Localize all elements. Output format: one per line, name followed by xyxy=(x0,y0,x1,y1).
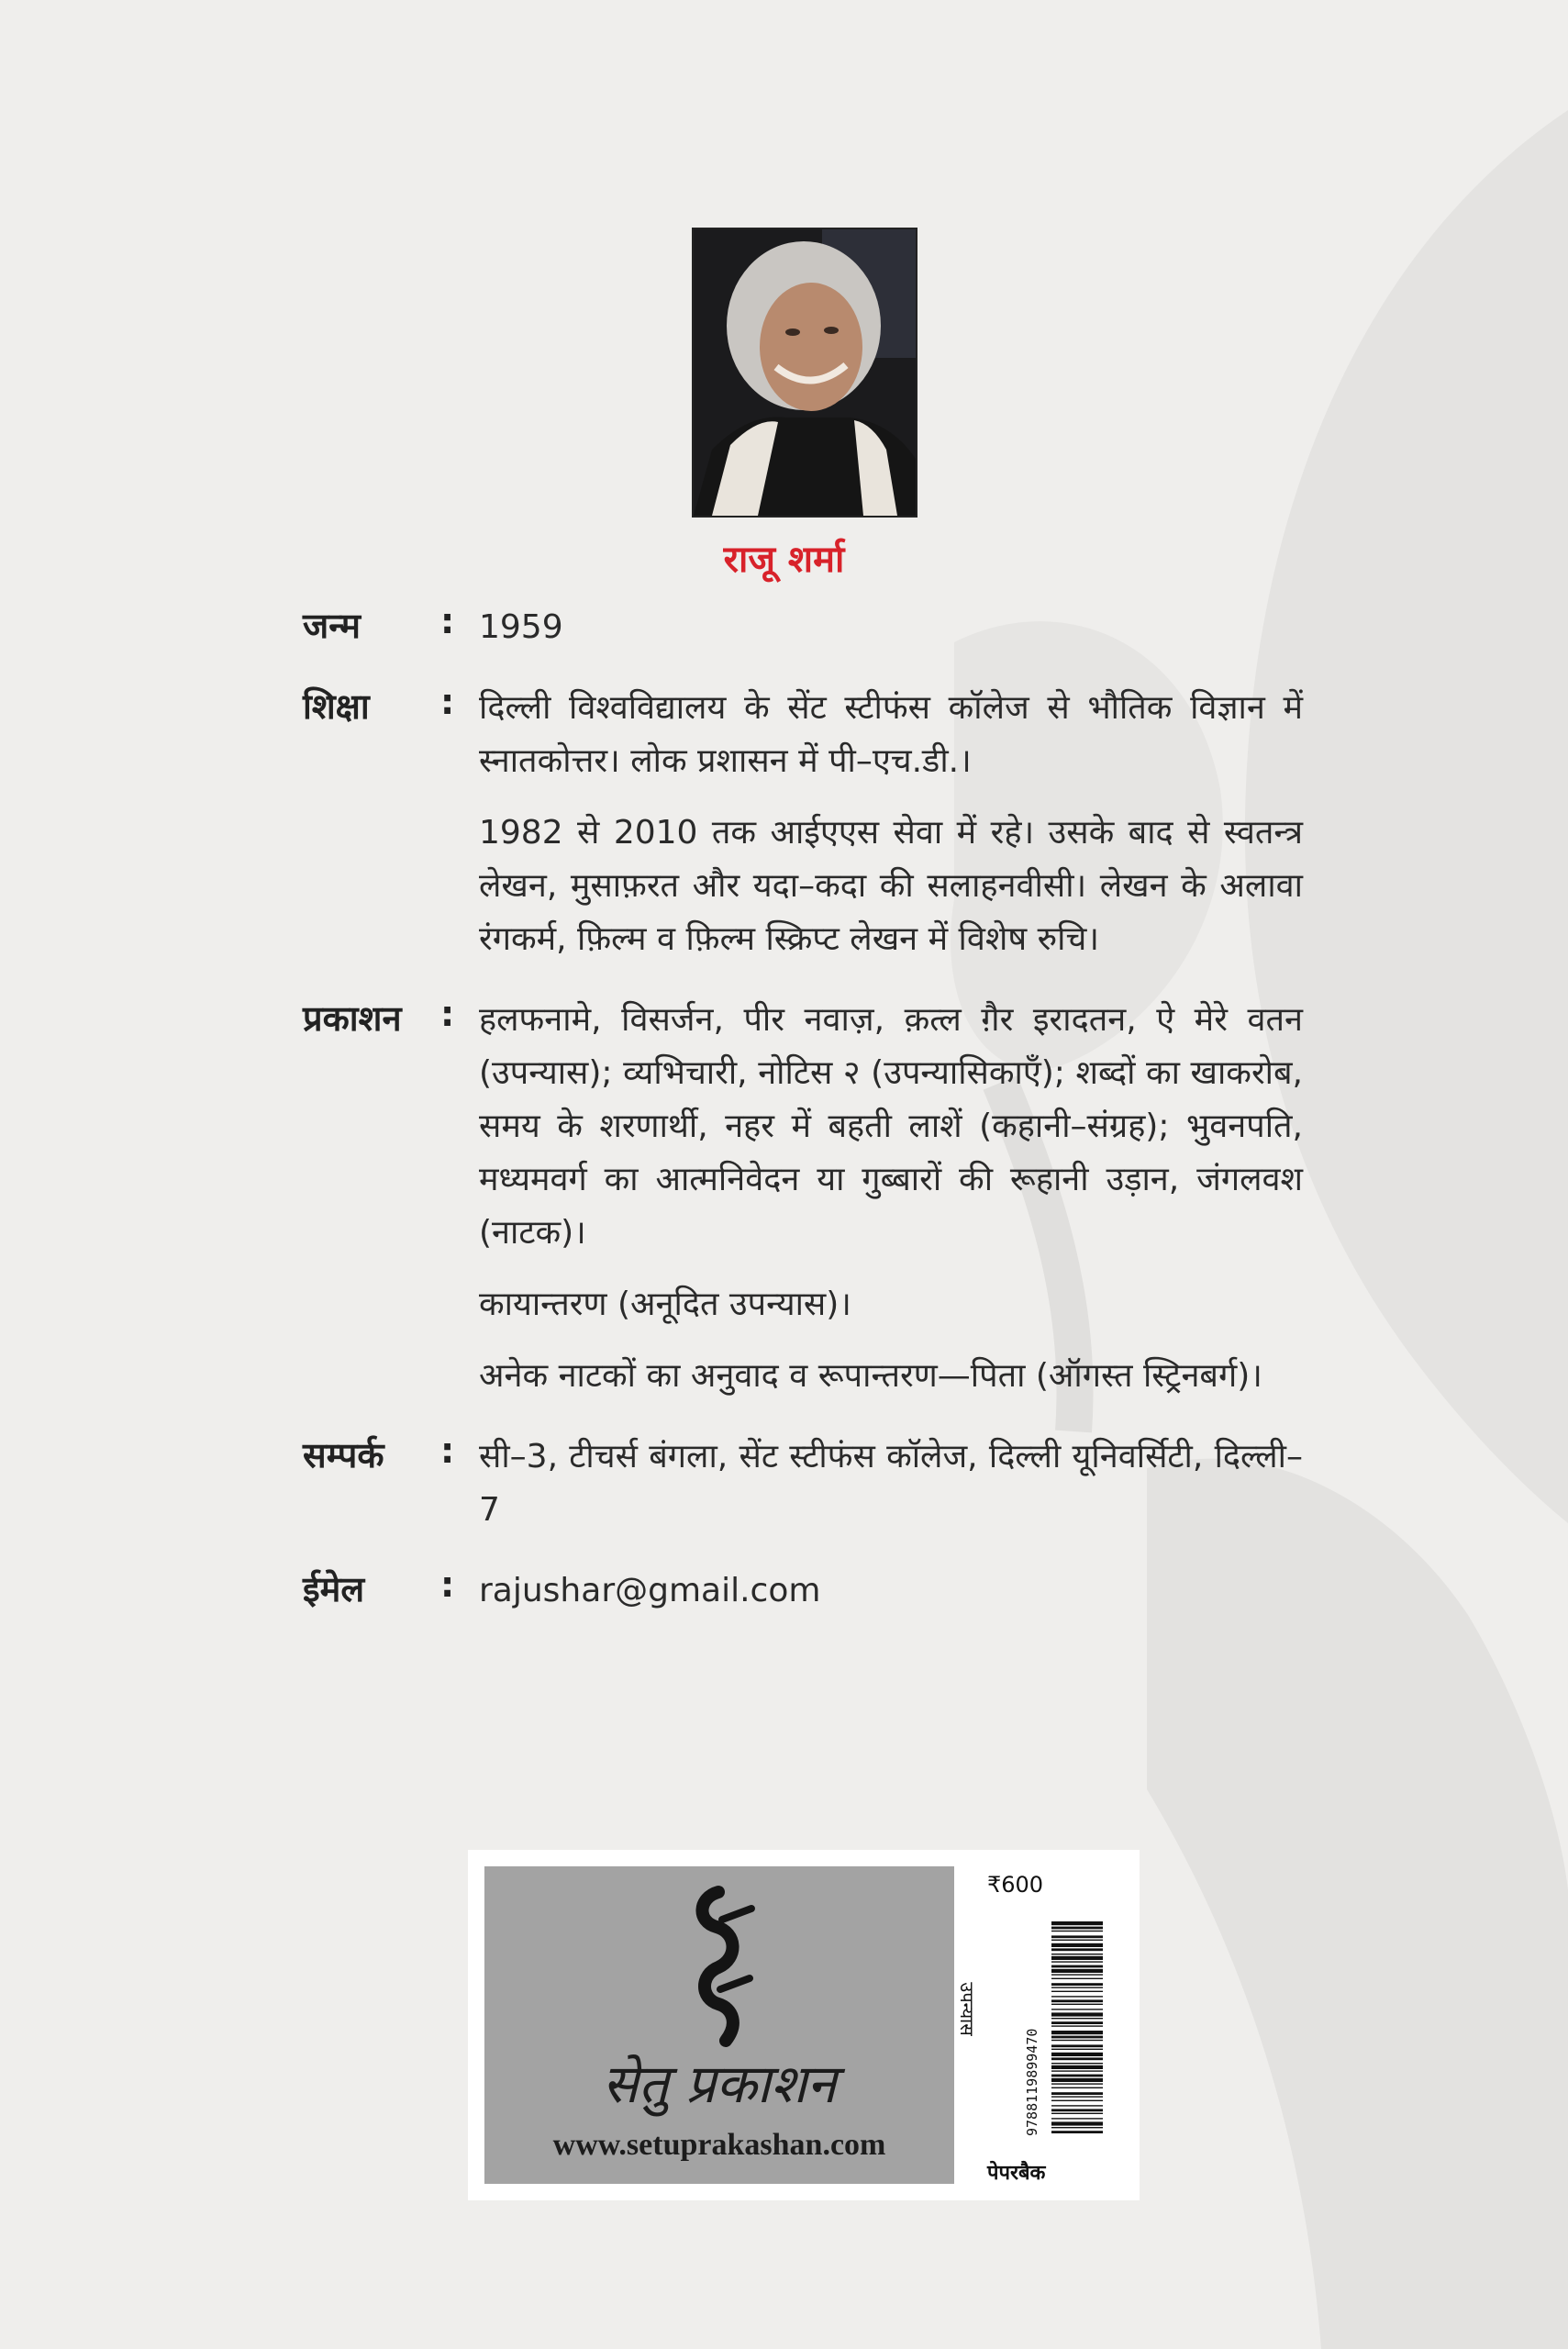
barcode-bar xyxy=(1051,2131,1103,2133)
bio-label: जन्म xyxy=(303,606,361,646)
barcode-bar xyxy=(1051,2105,1103,2106)
barcode-bar xyxy=(1051,2004,1103,2005)
bio-colon: : xyxy=(440,601,455,641)
barcode-bar xyxy=(1051,1931,1103,1932)
setu-logo-icon xyxy=(673,1887,764,2047)
bio-label: प्रकाशन xyxy=(303,998,402,1039)
bio-paragraph: कायान्तरण (अनूदित उपन्यास)। xyxy=(479,1286,851,1323)
barcode-bar xyxy=(1051,2044,1103,2047)
barcode-bar xyxy=(1051,2040,1103,2041)
genre-label: उपन्यास xyxy=(955,1982,978,2036)
barcode-bar xyxy=(1051,2018,1103,2019)
author-name: राजू शर्मा xyxy=(723,539,845,581)
barcode-bar xyxy=(1051,1965,1103,1968)
bio-publications-row xyxy=(303,994,1303,1403)
barcode-bar xyxy=(1051,1969,1103,1973)
barcode-bar xyxy=(1051,2118,1103,2119)
barcode-bar xyxy=(1051,1927,1103,1930)
barcode-bar xyxy=(1051,1974,1103,1975)
barcode-bar xyxy=(1051,2113,1103,2114)
publisher-logo-text: सेतु प्रकाशन xyxy=(602,2053,837,2115)
bio-paragraph: अनेक नाटकों का अनुवाद व रूपान्तरण—पिता (ऑगस्त स्ट्रिनबर्ग)। xyxy=(479,1357,1262,1395)
barcode-bar xyxy=(1051,2087,1103,2088)
barcode-bar xyxy=(1051,2053,1103,2056)
isbn-barcode xyxy=(1024,1916,1105,2145)
barcode-bar xyxy=(1051,2065,1103,2069)
barcode-bar xyxy=(1051,2100,1103,2101)
barcode-bar xyxy=(1051,2075,1103,2077)
publisher-footer xyxy=(468,1850,1140,2200)
barcode-bar xyxy=(1051,2092,1103,2095)
bio-contact-row xyxy=(303,1431,1303,1537)
publisher-url[interactable]: www.setuprakashan.com xyxy=(552,2128,886,2162)
barcode-bar xyxy=(1051,1991,1103,1992)
bio-address: सी–3, टीचर्स बंगला, सेंट स्टीफंस कॉलेज, दिल्ली यूनिवर्सिटी, दिल्ली–7 xyxy=(479,1438,1303,1529)
author-bio xyxy=(303,601,1303,1645)
bio-paragraph: दिल्ली विश्वविद्यालय के सेंट स्टीफंस कॉलेज से भौतिक विज्ञान में स्नातकोत्तर। लोक प्रशासन में पी–एच.डी.। xyxy=(479,689,1303,780)
bio-email-row xyxy=(303,1564,1303,1618)
bio-colon: : xyxy=(440,1431,455,1471)
barcode-bar xyxy=(1051,1943,1103,1947)
barcode-bar xyxy=(1051,1921,1103,1925)
barcode-bar xyxy=(1051,2031,1103,2034)
bio-colon: : xyxy=(440,682,455,722)
binding-label: पेपरबैक xyxy=(987,2162,1046,2185)
author-photo xyxy=(692,228,917,518)
barcode-bar xyxy=(1051,2121,1103,2125)
publisher-logo-panel xyxy=(484,1866,954,2184)
barcode-bar xyxy=(1051,1996,1103,1997)
barcode-bar xyxy=(1051,1978,1103,1979)
bio-label: ईमेल xyxy=(303,1569,365,1609)
barcode-bar xyxy=(1051,1948,1103,1951)
barcode-bar xyxy=(1051,2036,1103,2039)
barcode-bar xyxy=(1051,2063,1103,2064)
barcode-bar xyxy=(1051,2096,1103,2097)
barcode-bar xyxy=(1051,2109,1103,2111)
price-label: ₹600 xyxy=(987,1872,1044,1898)
bio-birth-row xyxy=(303,601,1303,654)
barcode-bar xyxy=(1051,2012,1103,2016)
barcode-bar xyxy=(1051,1940,1103,1941)
barcode-bar xyxy=(1051,2057,1103,2060)
bio-paragraph: हलफनामे, विसर्जन, पीर नवाज़, क़त्ल ग़ैर इरादतन, ऐ मेरे वतन (उपन्यास); व्यभिचारी, नोटिस २ (उपन्यासिकाएँ); शब्दों का खाकरोब, समय के शरणार्थी, नहर में बहती लाशें (कहानी–संग्रह); भुवनपति, मध्यमवर्ग का आत्मनिवेदन या गुब्बारों की रूहानी उड़ान, जंगलवश (नाटक)। xyxy=(479,1001,1303,1252)
barcode-bar xyxy=(1051,2021,1103,2024)
barcode-bar xyxy=(1051,1956,1103,1960)
bio-colon: : xyxy=(440,1564,455,1605)
bio-paragraph: 1982 से 2010 तक आईएएस सेवा में रहे। उसके बाद से स्वतन्त्र लेखन, मुसाफ़रत और यदा–कदा की सलाहनवीसी। लेखन के अलावा रंगकर्म, फ़िल्म व फ़िल्म स्क्रिप्ट लेखन में विशेष रुचि। xyxy=(479,814,1303,958)
bio-email: rajushar@gmail.com xyxy=(479,1572,821,1609)
barcode-bar xyxy=(1051,2127,1103,2128)
barcode-bar xyxy=(1051,2083,1103,2084)
isbn-digits: 9788119899470 xyxy=(1024,2028,1040,2136)
barcode-bar xyxy=(1051,1961,1103,1962)
barcode-bar xyxy=(1051,2025,1103,2026)
bio-education-row xyxy=(303,682,1303,966)
barcode-bar xyxy=(1051,1983,1103,1986)
barcode-bar xyxy=(1051,1935,1103,1938)
bio-label: शिक्षा xyxy=(303,686,370,727)
bio-label: सम्पर्क xyxy=(303,1435,384,1475)
barcode-bar xyxy=(1051,2070,1103,2071)
bio-birth-year: 1959 xyxy=(479,608,563,646)
bio-colon: : xyxy=(440,994,455,1034)
barcode-bar xyxy=(1051,2049,1103,2050)
barcode-bar xyxy=(1051,1999,1103,2002)
barcode-bar xyxy=(1051,2078,1103,2082)
